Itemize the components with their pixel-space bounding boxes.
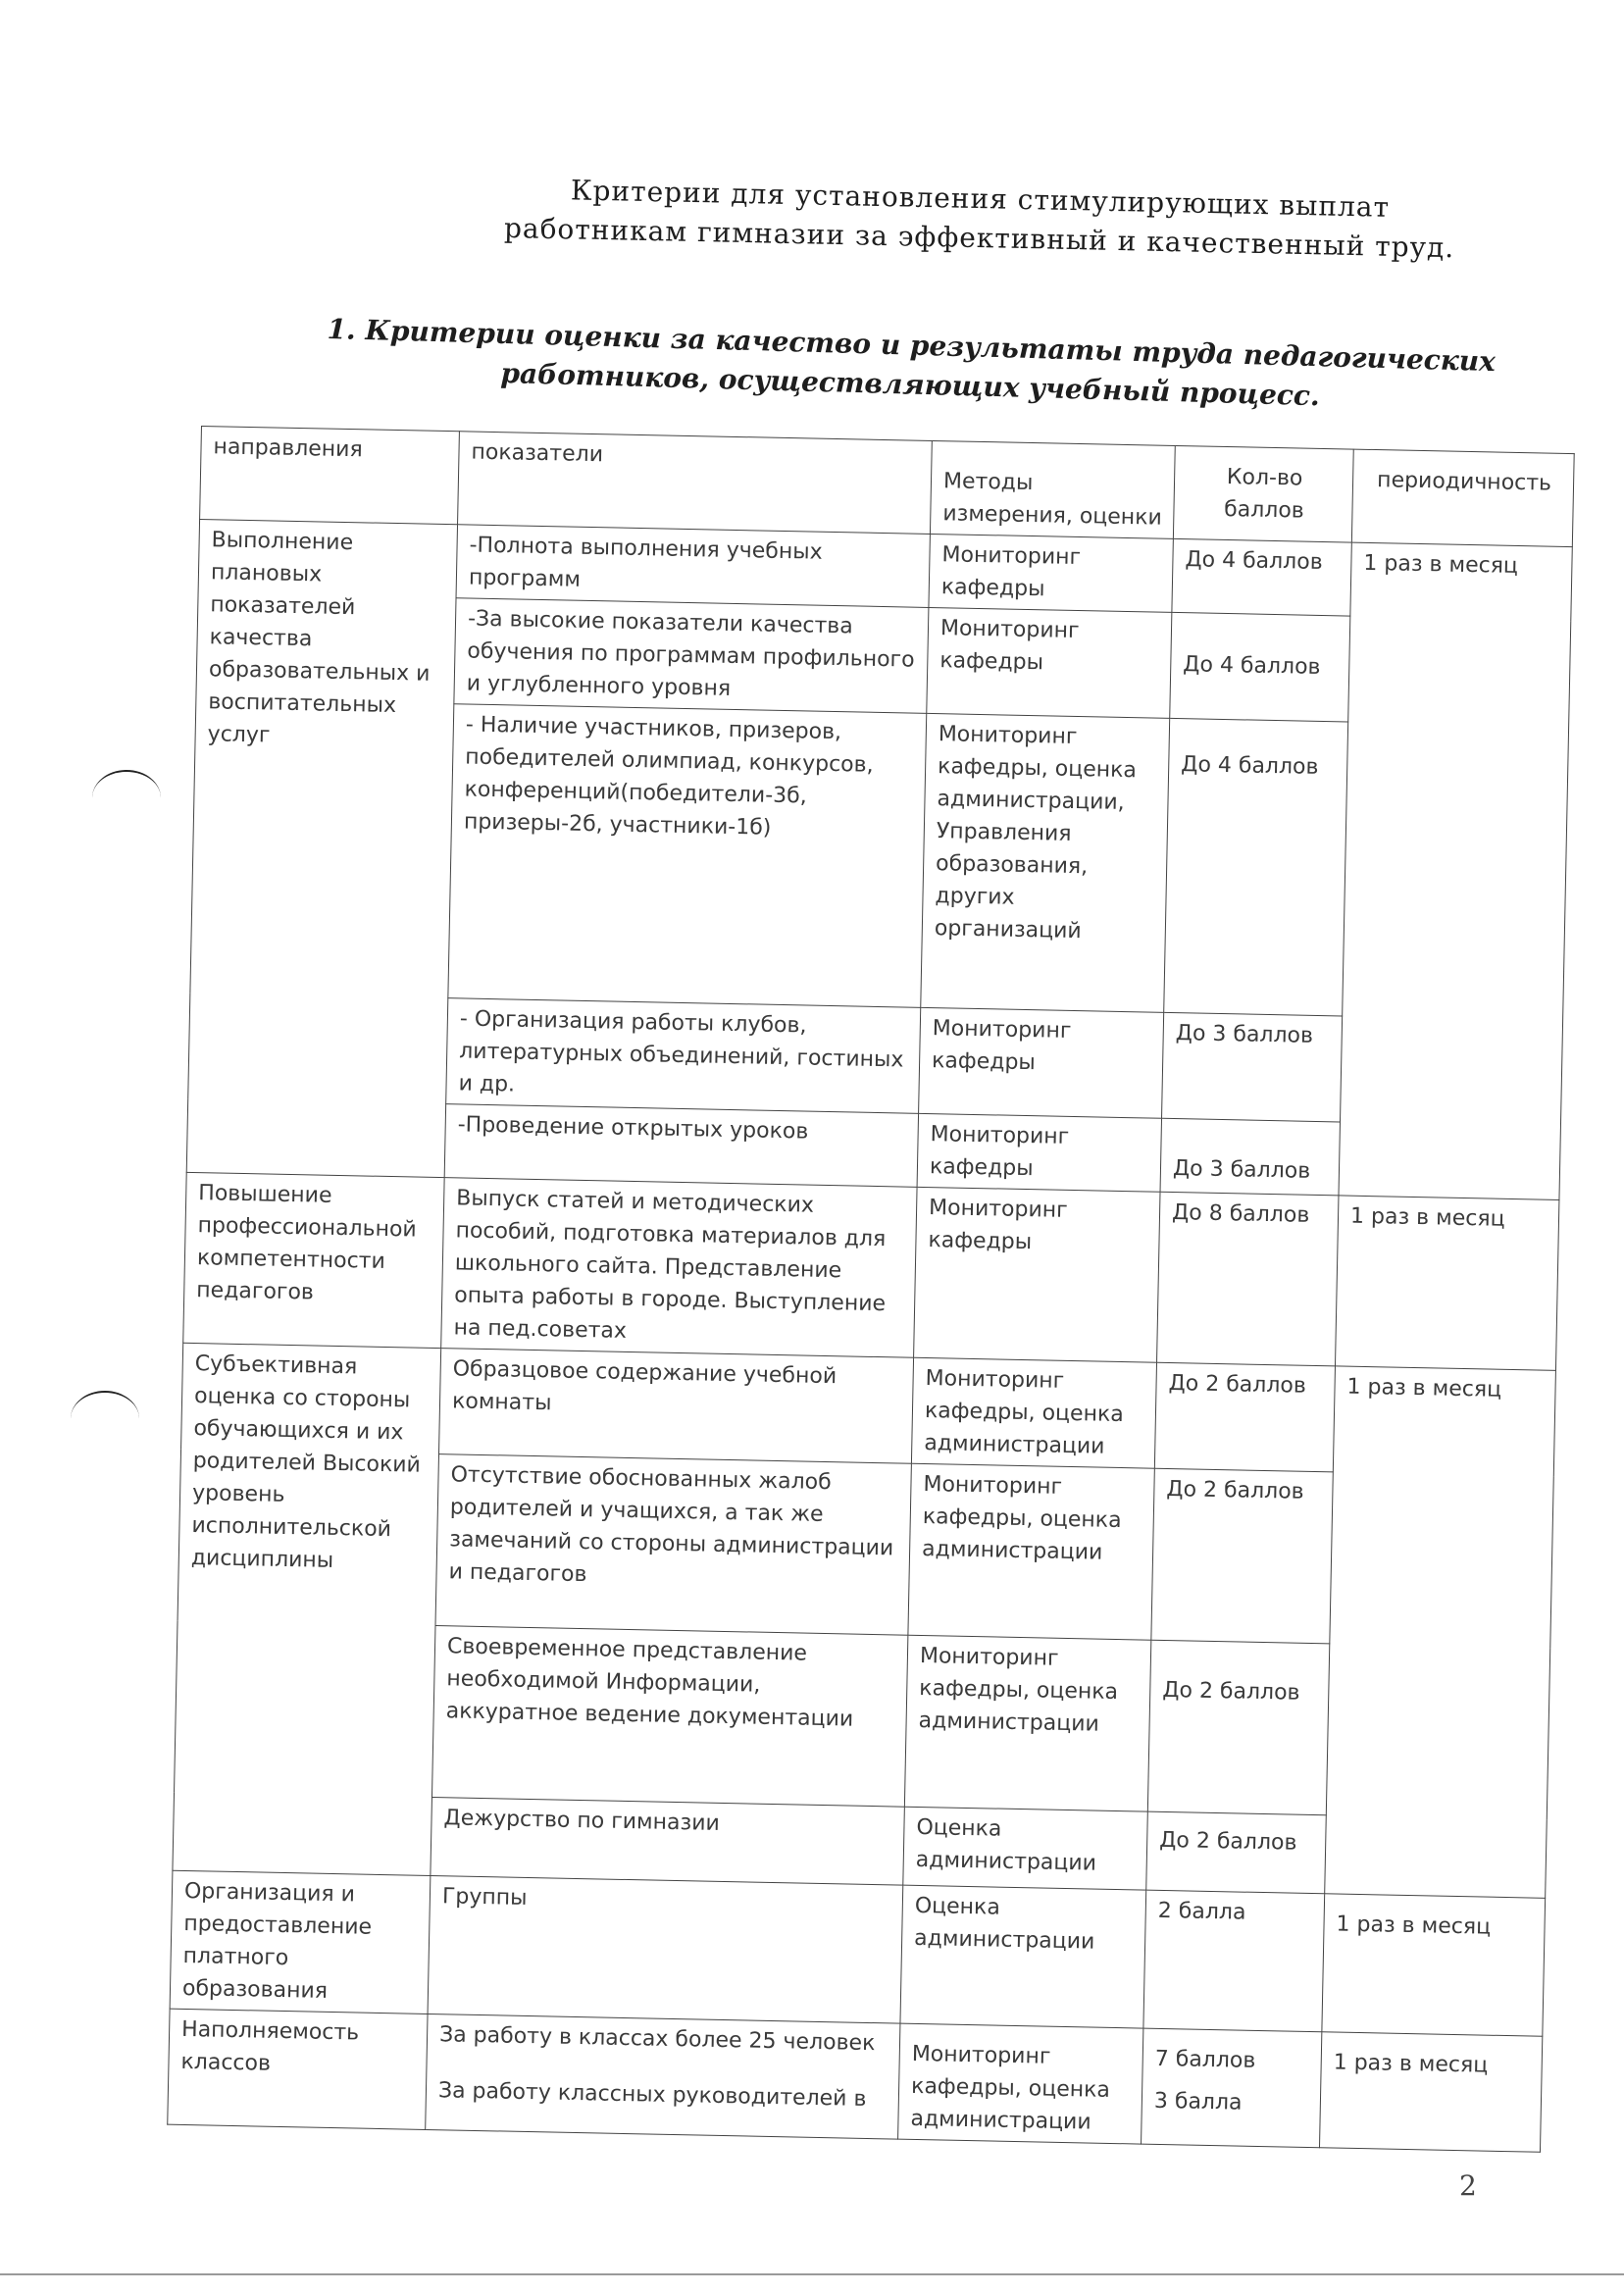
points-line: 3 балла: [1153, 2088, 1243, 2116]
page-number: 2: [1459, 2169, 1477, 2202]
direction-cell: Субъективная оценка со стороны обучающихся и их родителей Высокий уровень исполнительской дисциплины: [173, 1343, 441, 1875]
points-cell: До 3 баллов: [1162, 1012, 1343, 1122]
points-cell: До 4 баллов: [1164, 718, 1348, 1016]
points-cell: [1142, 2028, 1322, 2148]
criteria-table-wrapper: [167, 426, 1574, 2153]
punch-hole-mark: [92, 770, 161, 826]
method-cell: Мониторинг кафедры: [914, 1187, 1160, 1362]
periodicity-cell: 1 раз в месяц: [1322, 1894, 1546, 2036]
method-cell: Мониторинг кафедры, оценка администрации: [911, 1357, 1156, 1468]
direction-cell: Выполнение плановых показателей качества образовательных и воспитательных услуг: [186, 519, 457, 1177]
method-cell: Мониторинг кафедры, оценка администрации: [898, 2023, 1143, 2144]
indicator-cell: Дежурство по гимназии: [431, 1798, 905, 1886]
points-cell: До 8 баллов: [1157, 1192, 1339, 1366]
periodicity-cell: 1 раз в месяц: [1335, 1196, 1558, 1370]
indicator-cell: - Наличие участников, призеров, победителей олимпиад, конкурсов, конференций(победители-3б, призеры-2б, участники-1б): [448, 704, 927, 1008]
points-cell: До 3 баллов: [1160, 1118, 1340, 1196]
header-periodicity: периодичность: [1351, 449, 1574, 546]
header-methods: Методы измерения, оценки: [930, 440, 1175, 538]
indicator-cell: Выпуск статей и методических пособий, подготовка материалов для школьного сайта. Представление опыта работы в городе. Выступление на пед.советах: [441, 1178, 917, 1358]
section-title: 1. Критерии оценки за качество и результаты труда педагогических работников, осуществляющих учебный процесс.: [327, 312, 1497, 413]
periodicity-cell: 1 раз в месяц: [1319, 2032, 1542, 2152]
table-row: [183, 1172, 1559, 1370]
periodicity-cell: 1 раз в месяц: [1325, 1366, 1556, 1898]
indicator-cell: Образцовое содержание учебной комнаты: [439, 1349, 914, 1464]
indicator-cell: Своевременное представление необходимой Информации, аккуратное ведение документации: [431, 1626, 907, 1808]
indicator-cell: -Полнота выполнения учебных программ: [456, 525, 930, 608]
points-cell: До 2 баллов: [1154, 1362, 1335, 1472]
method-cell: Оценка администрации: [903, 1807, 1148, 1890]
method-cell: Мониторинг кафедры: [929, 534, 1173, 612]
method-cell: Мониторинг кафедры, оценка администрации: [908, 1463, 1154, 1640]
header-points: Кол-во баллов: [1173, 445, 1353, 542]
indicator-cell: Группы: [428, 1875, 903, 2023]
direction-cell: Наполняемость классов: [168, 2009, 428, 2129]
indicator-cell: -Проведение открытых уроков: [444, 1104, 918, 1188]
indicator-line: За работу в классах более 25 человек: [438, 2022, 876, 2057]
points-cell: До 4 баллов: [1172, 538, 1351, 616]
points-line: 7 баллов: [1154, 2046, 1256, 2073]
document-title-line-2: работникам гимназии за эффективный и качественный труд.: [503, 211, 1455, 265]
periodicity-cell: 1 раз в месяц: [1339, 542, 1572, 1199]
points-cell: До 2 баллов: [1147, 1640, 1329, 1815]
method-cell: Мониторинг кафедры, оценка администрации, Управления образования, других организаций: [921, 713, 1170, 1012]
indicator-cell: Отсутствие обоснованных жалоб родителей и учащихся, а так же замечаний со стороны администрации и педагогов: [435, 1454, 911, 1636]
indicator-cell: -За высокие показатели качества обучения по программам профильного и углубленного уровня: [454, 598, 929, 714]
points-cell: До 2 баллов: [1151, 1468, 1333, 1644]
direction-cell: Повышение профессиональной компетентности педагогов: [183, 1172, 444, 1348]
document-title-line-1: Критерии для установления стимулирующих выплат: [570, 174, 1391, 224]
method-cell: Мониторинг кафедры: [927, 607, 1172, 718]
document-title: [459, 169, 1499, 269]
header-indicators: показатели: [458, 432, 933, 535]
points-cell: 2 балла: [1143, 1890, 1325, 2032]
header-direction: направления: [200, 427, 460, 525]
method-cell: Мониторинг кафедры: [919, 1007, 1164, 1118]
method-cell: Мониторинг кафедры: [917, 1113, 1161, 1192]
method-cell: Мониторинг кафедры, оценка администрации: [904, 1635, 1150, 1811]
direction-cell: Организация и предоставление платного образования: [170, 1870, 431, 2014]
punch-hole-mark: [71, 1391, 139, 1447]
indicator-cell: [426, 2014, 900, 2139]
points-cell: До 4 баллов: [1170, 612, 1350, 722]
scan-edge-line: [0, 2273, 1624, 2275]
method-cell: Оценка администрации: [900, 1885, 1146, 2028]
indicator-cell: - Организация работы клубов, литературных объединений, гостиных и др.: [446, 998, 921, 1114]
points-cell: До 2 баллов: [1146, 1811, 1327, 1894]
table-row: [170, 1870, 1546, 2036]
indicator-line: За работу классных руководителей в: [437, 2078, 867, 2112]
criteria-table: [167, 426, 1574, 2153]
